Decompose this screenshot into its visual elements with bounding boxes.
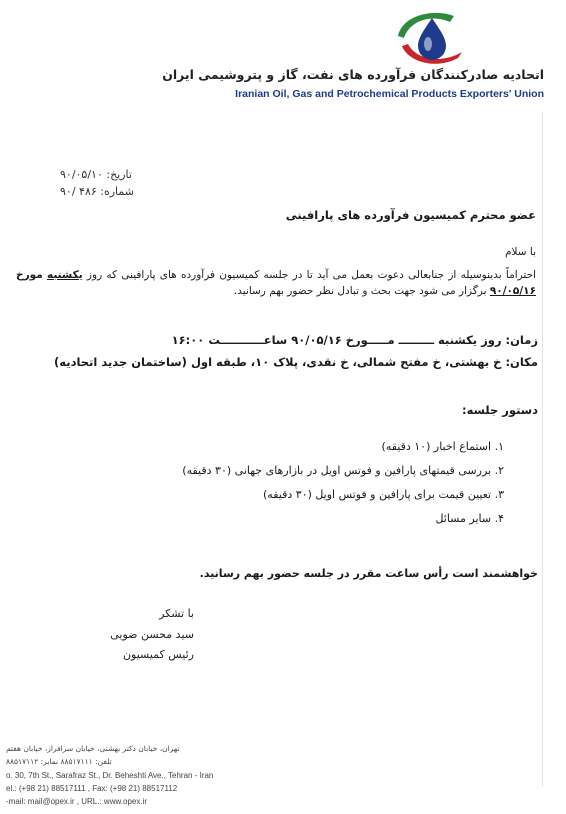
union-logo-icon (392, 6, 470, 72)
greeting: با سلام (504, 246, 536, 258)
time-value: روز یکشنبه ـــــــــ مـــــورخ ۹۰/۰۵/۱۶ ساعـــــــــــت ۱۶:۰۰ (171, 333, 502, 347)
footer-address-fa: تهران، خیابان دکتر بهشتی، خیابان سرافراز، خیابان هفتم (6, 744, 180, 753)
meeting-time (172, 333, 538, 347)
org-name-en: Iranian Oil, Gas and Petrochemical Products Exporters' Union (235, 88, 544, 100)
body-date-prefix: مورخ (16, 269, 43, 281)
meeting-place (54, 355, 538, 369)
agenda-item: ۱. استماع اخبار (۱۰ دقیقه) (381, 440, 504, 453)
letter-number: شماره: ۴۸۶ /۹۰ (60, 185, 134, 198)
agenda-item: ۳. تعیین قیمت برای پارافین و فوتس اویل (۳۰ دقیقه) (263, 488, 504, 501)
agenda-title: دستور جلسه: (462, 403, 538, 417)
body-date: ۹۰/۰۵/۱۶ (489, 285, 536, 297)
footer-phone-en: el.: (+98 21) 88517111 , Fax: (+98 21) 88517112 (6, 784, 178, 793)
signature-name: سید محسن ضویی (110, 628, 194, 641)
salutation: عضو محترم کمیسیون فرآورده های پارافینی (285, 208, 536, 222)
footer-email: -mail: mail@opex.ir , URL.: www.opex.ir (6, 797, 148, 806)
place-value: خ بهشتی، خ مفتح شمالی، خ نقدی، پلاک ۱۰، طبقه اول (ساختمان جدید اتحادیه) (54, 355, 502, 369)
closing-sentence: خواهشمند است رأس ساعت مقرر در جلسه حضور بهم رسانید. (199, 567, 538, 580)
body-part1: احتراماً بدینوسیله از جنابعالی دعوت بعمل می آید تا در جلسه کمیسیون فرآورده های پارافینی که روز (86, 269, 536, 281)
body-paragraph (16, 267, 536, 299)
logo-blue-drop (418, 18, 446, 60)
time-label: زمان: (505, 333, 538, 347)
org-name-fa: اتحادیه صادرکنندگان فرآورده های نفت، گاز و پتروشیمی ایران (162, 67, 544, 82)
place-label: مکان: (505, 355, 538, 369)
body-part2: برگزار می شود جهت بحث و تبادل نظر حضور بهم رسانید. (233, 285, 487, 297)
margin-rule (542, 112, 543, 787)
signature-title: رئیس کمیسیون (122, 648, 194, 661)
letter-date: تاریخ: ۹۰/۰۵/۱۰ (60, 168, 132, 181)
footer-phone-fa: تلفن: ۸۸۵۱۷۱۱۱ نمابر: ۸۸۵۱۷۱۱۲ (6, 757, 112, 766)
signature-thanks: با تشکر (159, 607, 194, 620)
agenda-item: ۴. سایر مسائل (435, 512, 504, 525)
agenda-list (182, 440, 504, 536)
body-day: یکشنبه (46, 269, 83, 281)
agenda-item: ۲. بررسی قیمتهای پارافین و فوتس اویل در بازارهای جهانی (۳۰ دقیقه) (182, 464, 504, 477)
footer-address-en: o. 30, 7th St., Sarafraz St., Dr. Beheshti Ave., Tehran - Iran (6, 771, 214, 780)
